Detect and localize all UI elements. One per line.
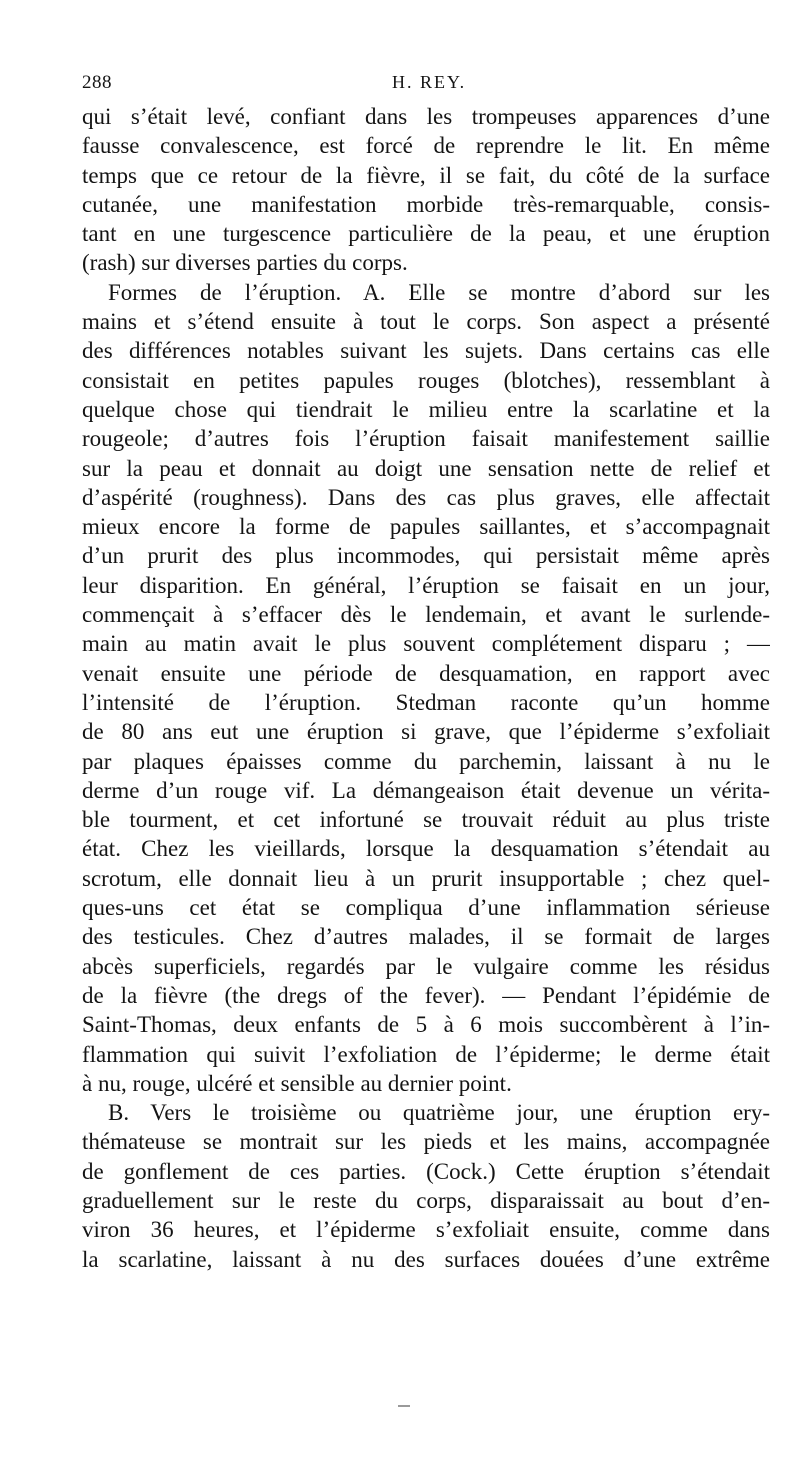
text-line: qui s’était levé, confiant dans les trompeuses apparences d’une xyxy=(82,104,770,129)
text-line: consistait en petites papules rouges (blotches), ressemblant à xyxy=(82,367,770,393)
text-line: temps que ce retour de la fièvre, il se fait, du côté de la surface xyxy=(82,162,770,188)
text-line: viron 36 heures, et l’épiderme s’exfoliait ensuite, comme dans xyxy=(82,1217,770,1243)
text-line: abcès superficiels, regardés par le vulgaire comme les résidus xyxy=(82,953,770,979)
text-line: des différences notables suivant les sujets. Dans certains cas elle xyxy=(82,338,770,364)
text-line: scrotum, elle donnait lieu à un prurit insupportable ; chez quel- xyxy=(82,865,770,891)
text-line: de la fièvre (the dregs of the fever). — Pendant l’épidémie de xyxy=(82,982,770,1008)
text-line: B. Vers le troisième ou quatrième jour, une éruption ery- xyxy=(108,1100,770,1126)
text-line: thémateuse se montrait sur les pieds et les mains, accompagnée xyxy=(82,1129,770,1155)
text-line: cutanée, une manifestation morbide très-remarquable, consis- xyxy=(82,191,770,217)
text-line: flammation qui suivit l’exfoliation de l’épiderme; le derme était xyxy=(82,1041,770,1067)
text-line: venait ensuite une période de desquamation, en rapport avec xyxy=(82,660,770,686)
text-line: (rash) sur diverses parties du corps. xyxy=(82,250,408,276)
text-line: commençait à s’effacer dès le lendemain, et avant le surlende- xyxy=(82,602,770,628)
text-line: mieux encore la forme de papules saillantes, et s’accompagnait xyxy=(82,514,770,540)
text-line: main au matin avait le plus souvent complétement disparu ; — xyxy=(82,631,770,657)
text-line: graduellement sur le reste du corps, disparaissait au bout d’en- xyxy=(82,1187,770,1213)
page-number: 288 xyxy=(82,72,112,93)
text-line: l’intensité de l’éruption. Stedman raconte qu’un homme xyxy=(82,689,770,715)
text-line: quelque chose qui tiendrait le milieu entre la scarlatine et la xyxy=(82,396,770,422)
text-line: tant en une turgescence particulière de la peau, et une éruption xyxy=(82,221,770,247)
body-text xyxy=(82,102,770,1274)
text-line: Saint-Thomas, deux enfants de 5 à 6 mois succombèrent à l’in- xyxy=(82,1012,770,1038)
text-line: ble tourment, et cet infortuné se trouvait réduit au plus triste xyxy=(82,807,770,833)
text-line: par plaques épaisses comme du parchemin, laissant à nu le xyxy=(82,748,770,774)
text-line: à nu, rouge, ulcéré et sensible au dernier point. xyxy=(82,1070,512,1096)
text-line: d’un prurit des plus incommodes, qui persistait même après xyxy=(82,543,770,569)
text-line: Formes de l’éruption. A. Elle se montre d’abord sur les xyxy=(108,279,770,305)
text-line: état. Chez les vieillards, lorsque la desquamation s’étendait au xyxy=(82,836,770,862)
text-line: ques-uns cet état se compliqua d’une inflammation sérieuse xyxy=(82,895,770,921)
text-line: derme d’un rouge vif. La démangeaison était devenue un vérita- xyxy=(82,777,770,803)
running-head: H. REY. xyxy=(392,72,467,92)
text-line: mains et s’étend ensuite à tout le corps. Son aspect a présenté xyxy=(82,309,770,335)
page-mark xyxy=(398,1405,410,1407)
text-line: de 80 ans eut une éruption si grave, que l’épiderme s’exfoliait xyxy=(82,719,770,745)
text-line: la scarlatine, laissant à nu des surfaces douées d’une extrême xyxy=(82,1246,770,1272)
text-line: fausse convalescence, est forcé de reprendre le lit. En même xyxy=(82,133,770,159)
page-header xyxy=(82,68,770,102)
text-line: d’aspérité (roughness). Dans des cas plus graves, elle affectait xyxy=(82,484,770,510)
text-line: des testicules. Chez d’autres malades, il se formait de larges xyxy=(82,924,770,950)
text-line: leur disparition. En général, l’éruption se faisait en un jour, xyxy=(82,572,770,598)
text-line: de gonflement de ces parties. (Cock.) Cette éruption s’étendait xyxy=(82,1158,770,1184)
text-line: sur la peau et donnait au doigt une sensation nette de relief et xyxy=(82,455,770,481)
text-line: rougeole; d’autres fois l’éruption faisait manifestement saillie xyxy=(82,426,770,452)
